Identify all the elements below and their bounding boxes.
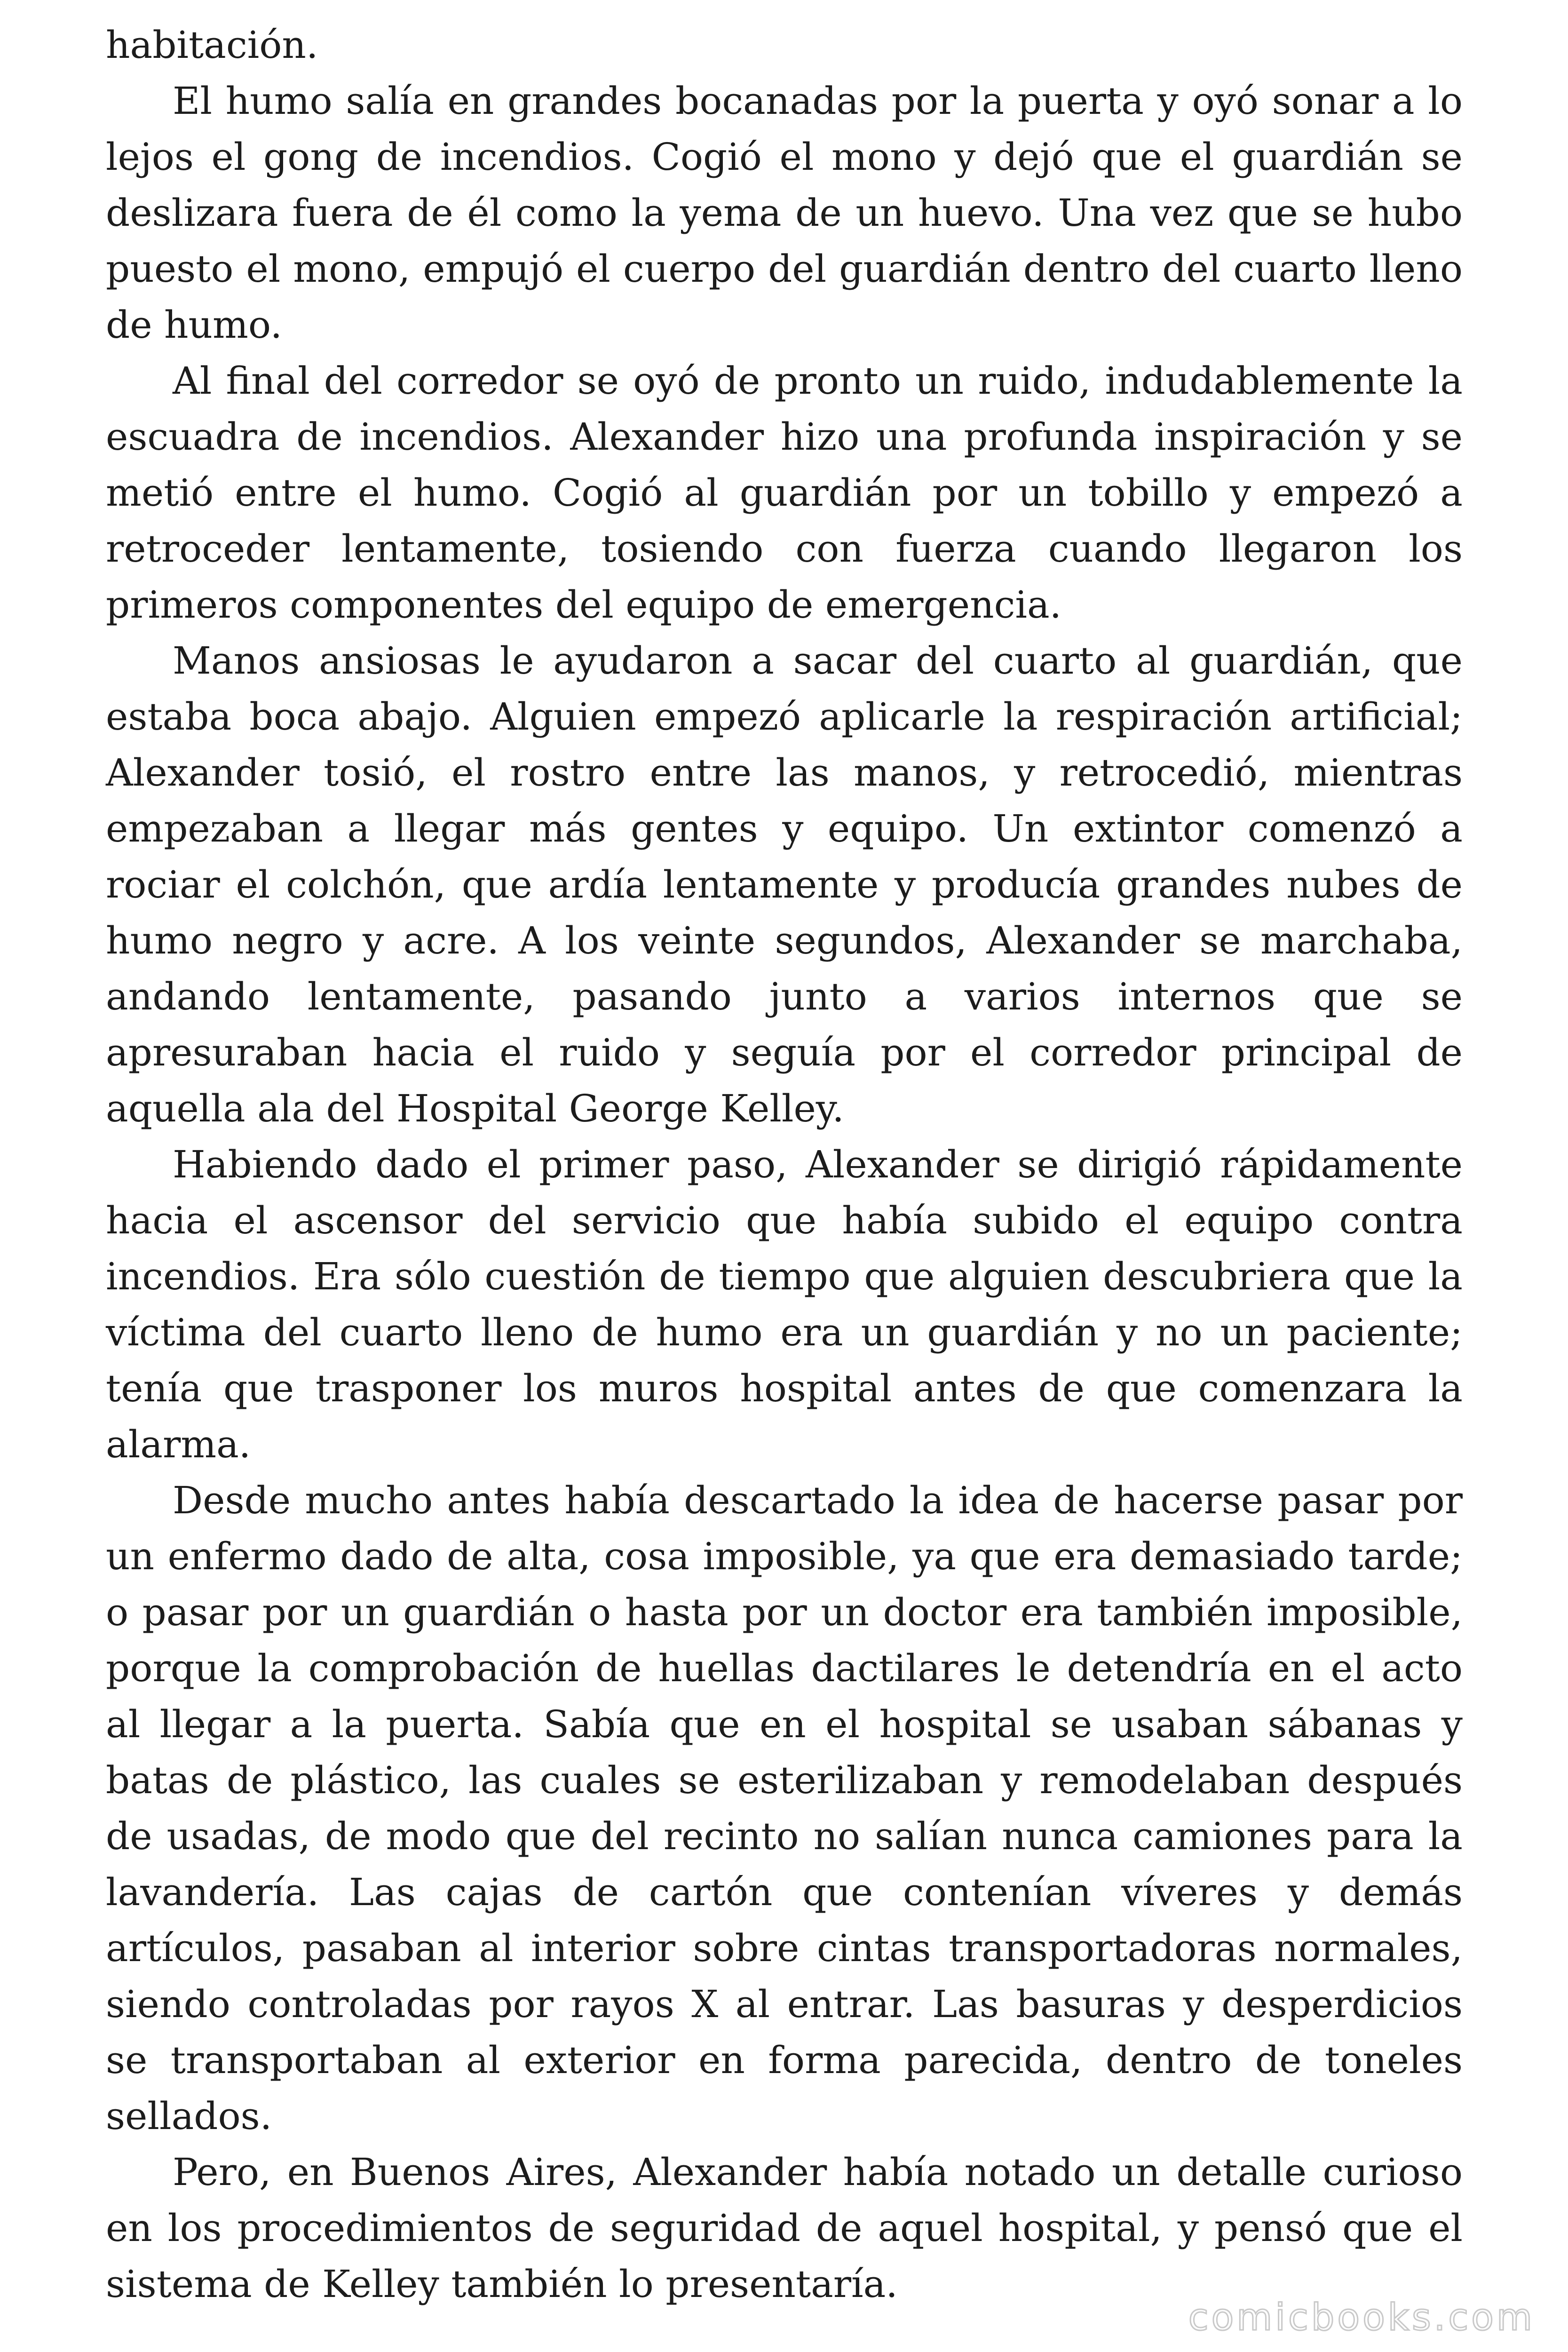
paragraph: Habiendo dado el primer paso, Alexander se dirigió rápidamente hacia el ascensor del servicio que había subido el equipo contra incendios. Era sólo cuestión de tiempo que alguien descubriera que la víctima del cuarto lleno de humo era un guardián y no un paciente; tenía que trasponer los muros hospital antes de que comenzara la alarma.	[106, 1143, 1463, 1466]
paragraph: Manos ansiosas le ayudaron a sacar del cuarto al guardián, que estaba boca abajo. Alguien empezó aplicarle la respiración artificial; Alexander tosió, el rostro entre las manos, y retrocedió, mientras empezaban a llegar más gentes y equipo. Un extintor comenzó a rociar el colchón, que ardía lentamente y producía grandes nubes de humo negro y acre. A los veinte segundos, Alexander se marchaba, andando lentamente, pasando junto a varios internos que se apresuraban hacia el ruido y seguía por el corredor principal de aquella ala del Hospital George Kelley.	[106, 639, 1463, 1130]
paragraph: Pero, en Buenos Aires, Alexander había notado un detalle curioso en los procedimientos de seguridad de aquel hospital, y pensó que el sistema de Kelley también lo presentaría.	[106, 2150, 1463, 2306]
paragraph: El humo salía en grandes bocanadas por la puerta y oyó sonar a lo lejos el gong de incendios. Cogió el mono y dejó que el guardián se deslizara fuera de él como la yema de un huevo. Una vez que se hubo puesto el mono, empujó el cuerpo del guardián dentro del cuarto lleno de humo.	[106, 79, 1463, 347]
watermark-text: comicbooks.com	[1188, 2296, 1535, 2339]
document-page	[106, 17, 1463, 2312]
paragraph: Al final del corredor se oyó de pronto un ruido, indudablemente la escuadra de incendios. Alexander hizo una profunda inspiración y se metió entre el humo. Cogió al guardián por un tobillo y empezó a retroceder lentamente, tosiendo con fuerza cuando llegaron los primeros componentes del equipo de emergencia.	[106, 359, 1463, 627]
paragraph: Desde mucho antes había descartado la idea de hacerse pasar por un enfermo dado de alta, cosa imposible, ya que era demasiado tarde; o pasar por un guardián o hasta por un doctor era también imposible, porque la comprobación de huellas dactilares le detendría en el acto al llegar a la puerta. Sabía que en el hospital se usaban sábanas y batas de plástico, las cuales se esterilizaban y remodelaban después de usadas, de modo que del recinto no salían nunca camiones para la lavandería. Las cajas de cartón que contenían víveres y demás artículos, pasaban al interior sobre cintas transportadoras normales, siendo controladas por rayos X al entrar. Las basuras y desperdicios se transportaban al exterior en forma parecida, dentro de toneles sellados.	[106, 1478, 1463, 2138]
paragraph-continuation: habitación.	[106, 23, 318, 67]
